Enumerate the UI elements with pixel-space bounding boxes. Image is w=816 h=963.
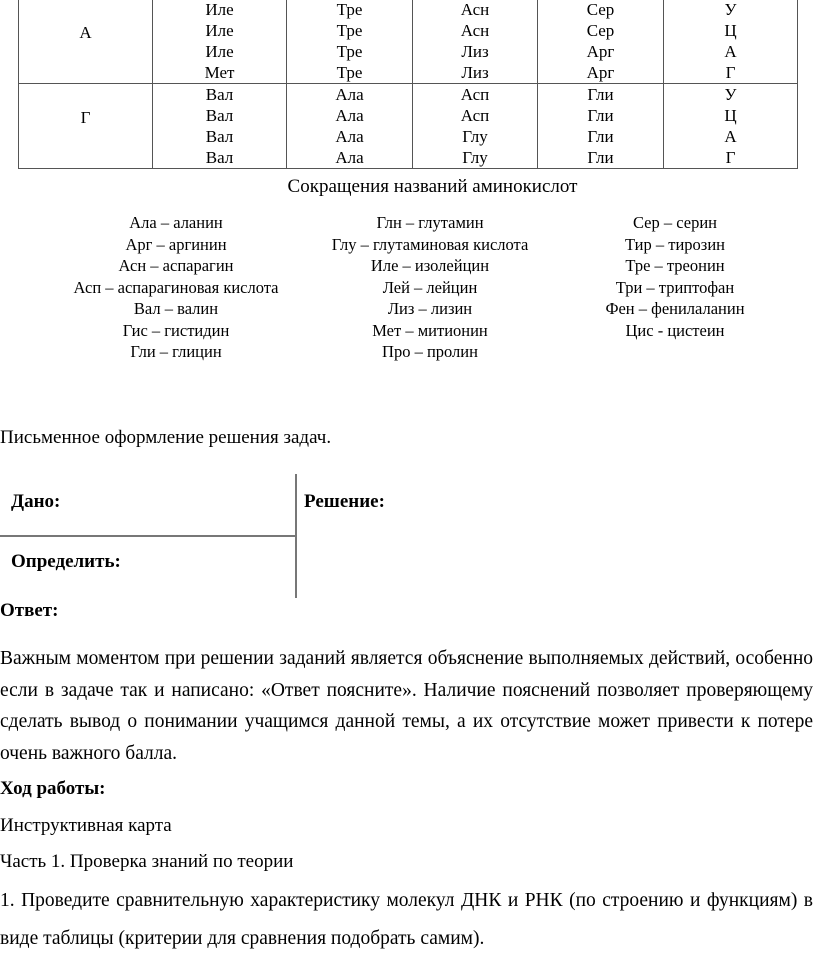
amino-acid-cell	[287, 84, 413, 169]
amino-acid: Вал	[205, 127, 234, 146]
codon-table-row	[19, 84, 798, 169]
third-base: Г	[725, 63, 736, 82]
third-base: А	[724, 127, 737, 146]
amino-acid: Вал	[205, 106, 234, 125]
amino-acid: Иле	[205, 42, 234, 61]
abbreviation-item: Гис – гистидин	[122, 320, 230, 340]
abbreviation-item: Арг – аргинин	[125, 234, 227, 254]
abbreviation-item: Глн – глутамин	[376, 213, 484, 232]
amino-acid: Лиз	[461, 42, 489, 61]
amino-acid: Ала	[335, 148, 364, 167]
amino-acid: Сер	[586, 0, 615, 19]
third-base: Ц	[724, 106, 737, 125]
form-horizontal-divider	[0, 535, 296, 537]
part-1-title: Часть 1. Проверка знаний по теории	[0, 851, 294, 872]
amino-acid-cell	[413, 84, 538, 169]
abbreviations-column-2	[295, 212, 565, 363]
abbreviation-item: Ала – аланин	[129, 213, 223, 232]
abbreviations-column-3	[580, 212, 770, 341]
third-base: Ц	[724, 21, 737, 40]
amino-acid: Гли	[587, 85, 614, 104]
amino-acid: Мет	[204, 63, 235, 82]
amino-acid-cell	[538, 0, 664, 84]
abbreviations-column-1	[50, 212, 302, 363]
solution-label: Решение:	[304, 491, 385, 512]
amino-acid: Вал	[205, 148, 234, 167]
amino-acid-cell	[413, 0, 538, 84]
abbreviation-item: Лиз – лизин	[387, 299, 473, 318]
amino-acid-cell	[153, 0, 287, 84]
abbreviation-item: Асн – аспарагин	[118, 256, 234, 275]
third-base: Г	[725, 148, 736, 167]
amino-acid: Тре	[336, 0, 363, 19]
third-base-cell	[664, 0, 798, 84]
amino-acid: Гли	[587, 148, 614, 167]
amino-acid: Гли	[587, 127, 614, 146]
amino-acid: Асн	[460, 0, 490, 19]
abbreviation-item: Глу – глутаминовая кислота	[331, 234, 529, 254]
amino-acid: Ала	[335, 106, 364, 125]
third-base-cell	[664, 84, 798, 169]
amino-acid: Иле	[205, 21, 234, 40]
amino-acid: Асп	[460, 85, 490, 104]
abbreviation-item: Вал – валин	[133, 299, 219, 318]
amino-acid: Арг	[586, 63, 615, 82]
codon-table-row	[19, 0, 798, 84]
abbreviation-item: Асп – аспарагиновая кислота	[73, 277, 279, 297]
task-1-text: 1. Проведите сравнительную характеристику молекул ДНК и РНК (по строению и функциям) в виде таблицы (критерии для сравнения подобрать самим).	[0, 890, 813, 949]
abbreviations-title: Сокращения названий аминокислот	[287, 176, 578, 197]
amino-acid: Сер	[586, 21, 615, 40]
abbreviation-item: Лей – лейцин	[382, 277, 478, 297]
abbreviation-item: Три – триптофан	[615, 277, 735, 297]
abbreviation-item: Гли – глицин	[130, 342, 222, 361]
third-base: А	[724, 42, 737, 61]
amino-acid: Тре	[336, 21, 363, 40]
amino-acid: Иле	[205, 0, 234, 19]
amino-acid-cell	[287, 0, 413, 84]
amino-acid-cell	[538, 84, 664, 169]
first-base-cell: А	[19, 0, 153, 84]
solution-form-heading: Письменное оформление решения задач.	[0, 427, 332, 448]
amino-acid: Арг	[586, 42, 615, 61]
abbreviation-item: Мет – митионин	[372, 320, 488, 340]
abbreviation-item: Цис - цистеин	[625, 320, 725, 340]
determine-label: Определить:	[11, 551, 121, 572]
abbreviation-item: Тре – треонин	[625, 256, 725, 275]
amino-acid: Гли	[587, 106, 614, 125]
amino-acid: Ала	[335, 85, 364, 104]
abbreviation-item: Иле – изолейцин	[370, 256, 490, 275]
amino-acid: Асп	[460, 106, 490, 125]
amino-acid: Лиз	[461, 63, 489, 82]
abbreviation-item: Про – пролин	[382, 342, 478, 361]
amino-acid: Тре	[336, 42, 363, 61]
explanation-paragraph: Важным моментом при решении заданий является объяснение выполняемых действий, особенно если в задаче так и написано: «Ответ поясните». Наличие пояснений позволяет проверяющему сделать вывод о понимании учащимся данной темы, а их отсутствие может привести к потере очень важного балла.	[0, 648, 813, 764]
amino-acid: Глу	[462, 127, 488, 146]
codon-table	[18, 0, 798, 169]
abbreviation-item: Фен – фенилаланин	[605, 299, 745, 318]
amino-acid-cell	[153, 84, 287, 169]
abbreviation-item: Сер – серин	[632, 213, 718, 232]
amino-acid: Ала	[335, 127, 364, 146]
third-base: У	[724, 0, 737, 19]
answer-label: Ответ:	[0, 600, 59, 621]
abbreviation-item: Тир – тирозин	[625, 234, 725, 254]
instruction-card-title: Инструктивная карта	[0, 815, 172, 836]
amino-acid: Тре	[336, 63, 363, 82]
amino-acid: Вал	[205, 85, 234, 104]
workflow-heading: Ход работы:	[0, 778, 106, 799]
third-base: У	[724, 85, 737, 104]
amino-acid: Глу	[462, 148, 488, 167]
first-base-cell: Г	[19, 84, 153, 169]
given-label: Дано:	[11, 491, 61, 512]
amino-acid: Асн	[460, 21, 490, 40]
